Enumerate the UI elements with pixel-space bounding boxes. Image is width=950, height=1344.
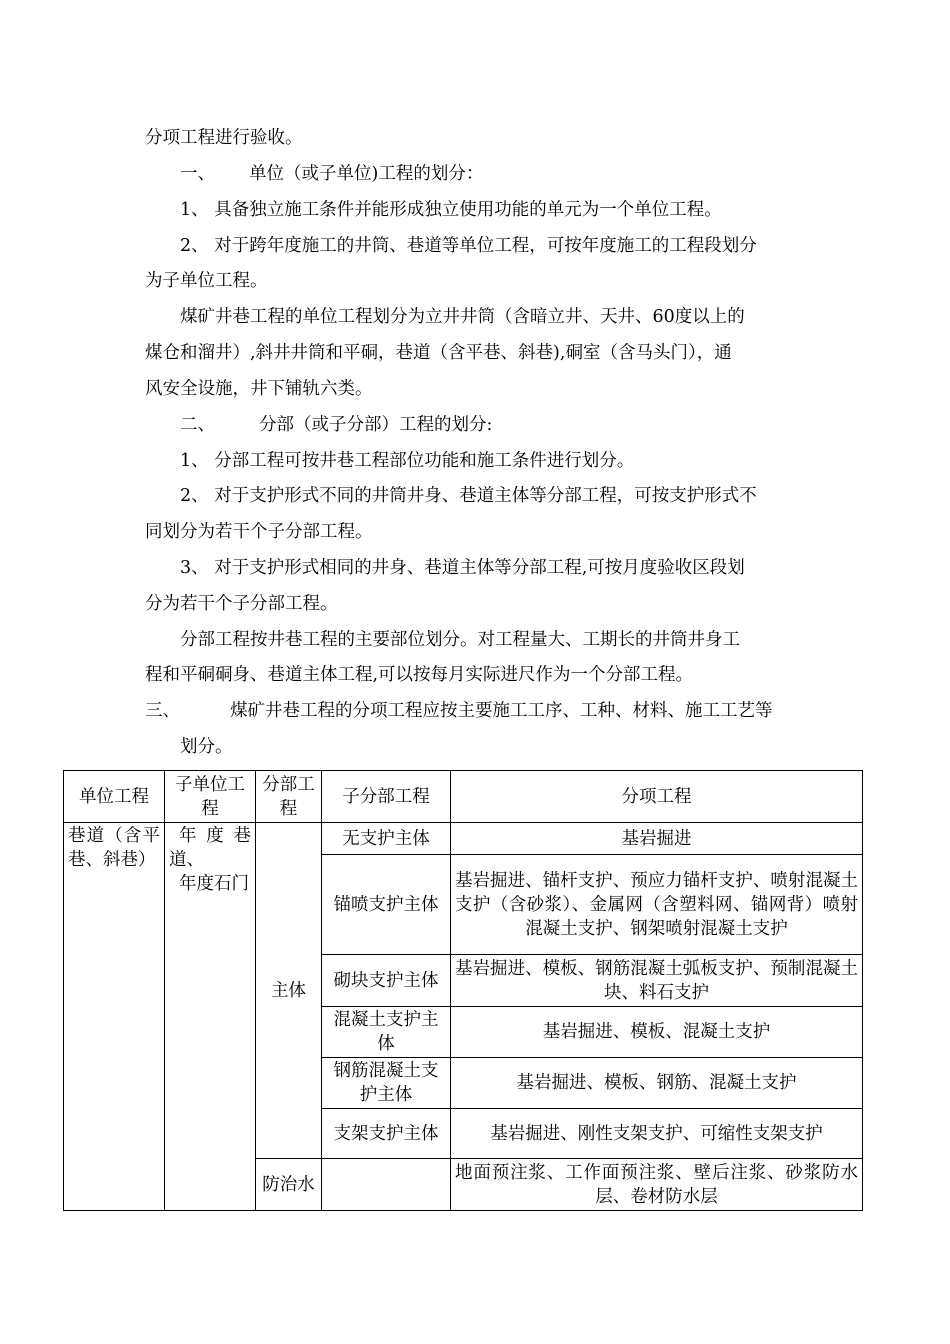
- section-title: 分部（或子分部）工程的划分:: [259, 415, 493, 435]
- subunit-line: 年度巷道、: [169, 826, 251, 870]
- paragraph-line: 程和平硐硐身、巷道主体工程,可以按每月实际进尺作为一个分部工程。: [145, 665, 694, 685]
- division-table: [63, 770, 863, 1211]
- subunit-cell: [165, 823, 256, 1211]
- section-number: 一、: [180, 164, 215, 184]
- part-cell: 防治水: [256, 1159, 322, 1211]
- section-heading-2: [180, 413, 492, 437]
- header-cell: 分项工程: [451, 771, 863, 823]
- header-cell: 单位工程: [64, 771, 165, 823]
- subpart-cell: 无支护主体: [322, 823, 451, 855]
- paragraph-line: 分部工程按井巷工程的主要部位划分。对工程量大、工期长的井筒井身工: [180, 630, 740, 650]
- item-cell: 基岩掘进、锚杆支护、预应力锚杆支护、喷射混凝土支护（含砂浆）、金属网（含塑料网、锚网背）喷射混凝土支护、钢架喷射混凝土支护: [451, 855, 863, 955]
- paragraph-line: 2、 对于跨年度施工的井筒、巷道等单位工程，可按年度施工的工程段划分: [180, 236, 757, 256]
- paragraph-line: 为子单位工程。: [145, 271, 268, 291]
- section-heading-1: [180, 162, 483, 186]
- section-number: 二、: [180, 415, 215, 435]
- paragraph-line: 分为若干个子分部工程。: [145, 594, 338, 614]
- subpart-cell: 钢筋混凝土支护主体: [322, 1058, 451, 1109]
- section-title: 煤矿井巷工程的分项工程应按主要施工工序、工种、材料、施工工艺等: [230, 701, 773, 721]
- item-cell: 基岩掘进、模板、混凝土支护: [451, 1007, 863, 1058]
- subpart-cell: 支架支护主体: [322, 1109, 451, 1159]
- item-cell: 基岩掘进、刚性支架支护、可缩性支架支护: [451, 1109, 863, 1159]
- paragraph-line: 3、 对于支护形式相同的井身、巷道主体等分部工程,可按月度验收区段划: [180, 558, 745, 578]
- paragraph-line: 风安全设施，井下铺轨六类。: [145, 379, 373, 399]
- part-cell: 主体: [256, 823, 322, 1159]
- subpart-cell: [322, 1159, 451, 1211]
- section-heading-3: [145, 699, 773, 723]
- section-number: 三、: [145, 701, 180, 721]
- table-header-row: [64, 771, 863, 823]
- item-cell: 基岩掘进: [451, 823, 863, 855]
- paragraph-line: 划分。: [180, 737, 233, 757]
- item-cell: 基岩掘进、模板、钢筋、混凝土支护: [451, 1058, 863, 1109]
- header-cell: 子分部工程: [322, 771, 451, 823]
- paragraph-line: 分项工程进行验收。: [145, 128, 303, 148]
- header-cell: 分部工程: [256, 771, 322, 823]
- paragraph-line: 1、 具备独立施工条件并能形成独立使用功能的单元为一个单位工程。: [180, 200, 722, 220]
- subpart-cell: 锚喷支护主体: [322, 855, 451, 955]
- subpart-cell: 混凝土支护主体: [322, 1007, 451, 1058]
- subpart-cell: 砌块支护主体: [322, 955, 451, 1007]
- paragraph-line: 同划分为若干个子分部工程。: [145, 522, 373, 542]
- item-cell: 地面预注浆、工作面预注浆、壁后注浆、砂浆防水层、卷材防水层: [451, 1159, 863, 1211]
- unit-cell: 巷道（含平巷、斜巷）: [64, 823, 165, 1211]
- paragraph-line: 煤仓和溜井）,斜井井筒和平硐，巷道（含平巷、斜巷),硐室（含马头门），通: [145, 343, 732, 363]
- paragraph-line: 1、 分部工程可按井巷工程部位功能和施工条件进行划分。: [180, 451, 635, 471]
- paragraph-line: 煤矿井巷工程的单位工程划分为立井井筒（含暗立井、天井、60度以上的: [180, 307, 745, 327]
- item-cell: 基岩掘进、模板、钢筋混凝土弧板支护、预制混凝土块、料石支护: [451, 955, 863, 1007]
- subunit-line: 年度石门: [179, 874, 249, 894]
- paragraph-line: 2、 对于支护形式不同的井筒井身、巷道主体等分部工程，可按支护形式不: [180, 486, 757, 506]
- header-cell: 子单位工程: [165, 771, 256, 823]
- section-title: 单位（或子单位)工程的划分：: [249, 164, 484, 184]
- table-row: [64, 823, 863, 855]
